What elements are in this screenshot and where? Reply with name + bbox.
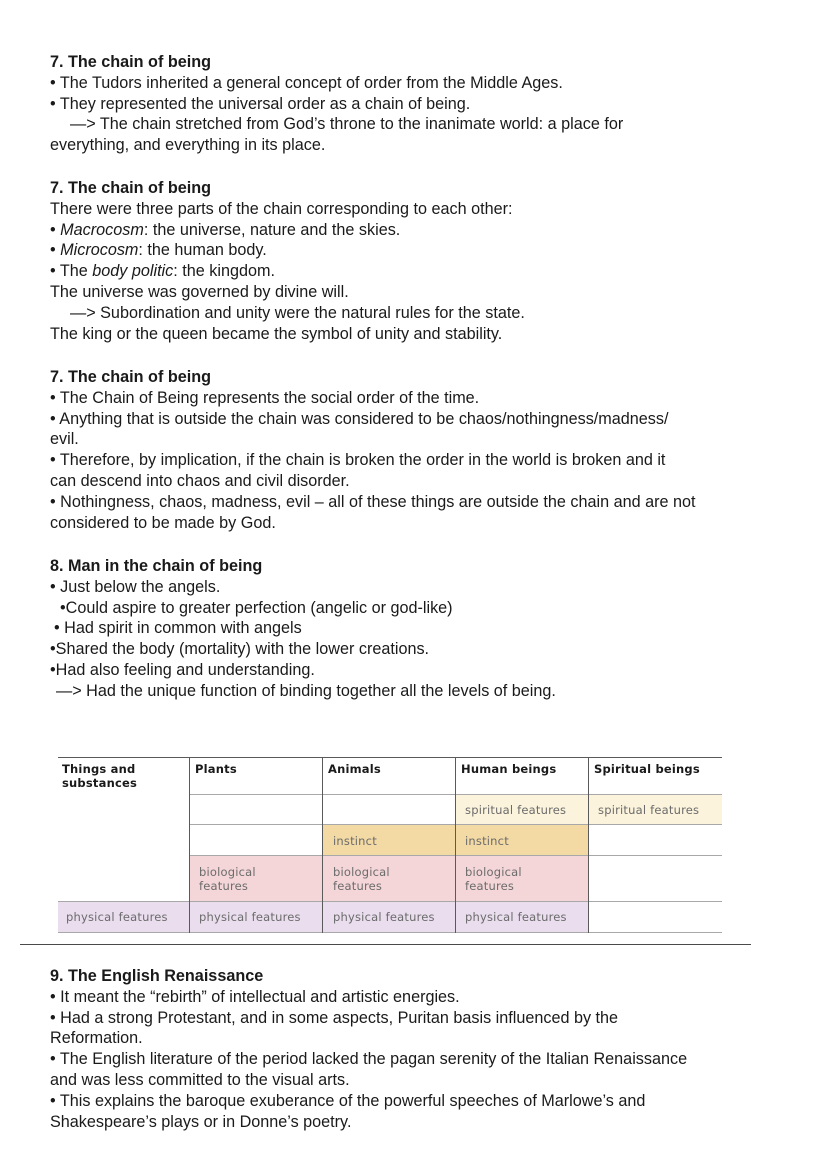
- cell-instinct: instinct: [333, 834, 377, 848]
- cell-spiritual: spiritual features: [598, 803, 700, 817]
- cell-spiritual: spiritual features: [465, 803, 567, 817]
- table-col-divider: [322, 757, 323, 933]
- arrow-line: —> Subordination and unity were the natural rules for the state.: [70, 303, 525, 322]
- section-heading: 8. Man in the chain of being: [50, 557, 263, 575]
- bullet-line: • Just below the angels.: [50, 577, 221, 596]
- section-heading: 7. The chain of being: [50, 53, 211, 71]
- bullet-line-microcosm: [50, 240, 790, 261]
- cell-instinct: instinct: [465, 834, 509, 848]
- header-spiritual-beings: Spiritual beings: [594, 762, 700, 776]
- term-microcosm: Microcosm: [60, 241, 139, 260]
- section-heading: 9. The English Renaissance: [50, 967, 264, 985]
- section-man-in-chain: [50, 556, 790, 702]
- text-line: The universe was governed by divine will.: [50, 282, 349, 301]
- section-chain-of-being-3: [50, 367, 790, 533]
- text-line: everything, and everything in its place.: [50, 136, 326, 155]
- section-chain-of-being-1: [50, 52, 790, 156]
- table-rule: [190, 824, 722, 825]
- term-description: : the kingdom.: [173, 262, 275, 281]
- text-line: can descend into chaos and civil disorder.: [50, 471, 350, 490]
- text-line: Reformation.: [50, 1029, 143, 1048]
- bullet-line: •Shared the body (mortality) with the lower creations.: [50, 640, 430, 659]
- arrow-line: —> The chain stretched from God’s throne to the inanimate world: a place for: [70, 115, 624, 134]
- cell-biological: biological features: [465, 865, 522, 893]
- bullet-line: • The Chain of Being represents the social order of the time.: [50, 388, 480, 407]
- table-rule: [190, 794, 722, 795]
- table-col-divider: [455, 757, 456, 933]
- bullet-line: •Could aspire to greater perfection (angelic or god-like): [60, 598, 453, 617]
- term-description: : the human body.: [138, 241, 267, 260]
- bullet-mark: •: [50, 241, 61, 260]
- arrow-line: —> Had the unique function of binding together all the levels of being.: [56, 681, 556, 700]
- bullet-line: •Had also feeling and understanding.: [50, 660, 315, 679]
- bullet-line: • The Tudors inherited a general concept of order from the Middle Ages.: [50, 73, 563, 92]
- cell-physical: physical features: [66, 910, 168, 924]
- bullet-line-macrocosm: [50, 220, 790, 241]
- text-line: considered to be made by God.: [50, 513, 276, 532]
- bullet-line: • Had spirit in common with angels: [54, 619, 302, 638]
- bullet-line: • This explains the baroque exuberance of the powerful speeches of Marlowe’s and: [50, 1091, 646, 1110]
- text-line: and was less committed to the visual arts.: [50, 1070, 350, 1089]
- bullet-line: • Therefore, by implication, if the chain is broken the order in the world is broken and it: [50, 451, 666, 470]
- table-col-divider: [189, 757, 190, 933]
- bullet-line: • It meant the “rebirth” of intellectual and artistic energies.: [50, 987, 460, 1006]
- section-chain-of-being-2: [50, 178, 790, 344]
- table-top-rule: [58, 757, 722, 758]
- bullet-line: • Anything that is outside the chain was considered to be chaos/nothingness/madness/: [50, 409, 669, 428]
- term-description: : the universe, nature and the skies.: [143, 220, 401, 239]
- term-body-politic: body politic: [92, 262, 174, 281]
- header-animals: Animals: [328, 762, 381, 776]
- cell-biological: biological features: [333, 865, 390, 893]
- bullet-line: • The English literature of the period lacked the pagan serenity of the Italian Renaissance: [50, 1050, 688, 1069]
- text-line: evil.: [50, 430, 79, 449]
- cell-biological: biological features: [199, 865, 256, 893]
- cell-physical: physical features: [333, 910, 435, 924]
- cell-physical: physical features: [199, 910, 301, 924]
- text-line: There were three parts of the chain corresponding to each other:: [50, 199, 513, 218]
- header-things: Things and substances: [62, 762, 138, 790]
- bullet-line: • Had a strong Protestant, and in some aspects, Puritan basis influenced by the: [50, 1008, 619, 1027]
- section-divider: [20, 944, 751, 945]
- term-macrocosm: Macrocosm: [60, 220, 144, 239]
- bullet-line-body-politic: [50, 261, 790, 282]
- table-rule: [190, 855, 722, 856]
- table-bottom-rule: [58, 932, 722, 933]
- table-col-divider: [588, 757, 589, 933]
- bullet-mark: •: [50, 220, 61, 239]
- section-heading: 7. The chain of being: [50, 368, 211, 386]
- text-line: The king or the queen became the symbol of unity and stability.: [50, 324, 503, 343]
- section-english-renaissance: [50, 966, 790, 1132]
- text-line: Shakespeare’s plays or in Donne’s poetry.: [50, 1112, 352, 1131]
- bullet-prefix: • The: [50, 262, 93, 281]
- table-rule: [58, 901, 722, 902]
- header-plants: Plants: [195, 762, 237, 776]
- bullet-line: • They represented the universal order as a chain of being.: [50, 94, 471, 113]
- section-heading: 7. The chain of being: [50, 179, 211, 197]
- header-human-beings: Human beings: [461, 762, 557, 776]
- cell-physical: physical features: [465, 910, 567, 924]
- bullet-line: • Nothingness, chaos, madness, evil – all of these things are outside the chain and are not: [50, 492, 696, 511]
